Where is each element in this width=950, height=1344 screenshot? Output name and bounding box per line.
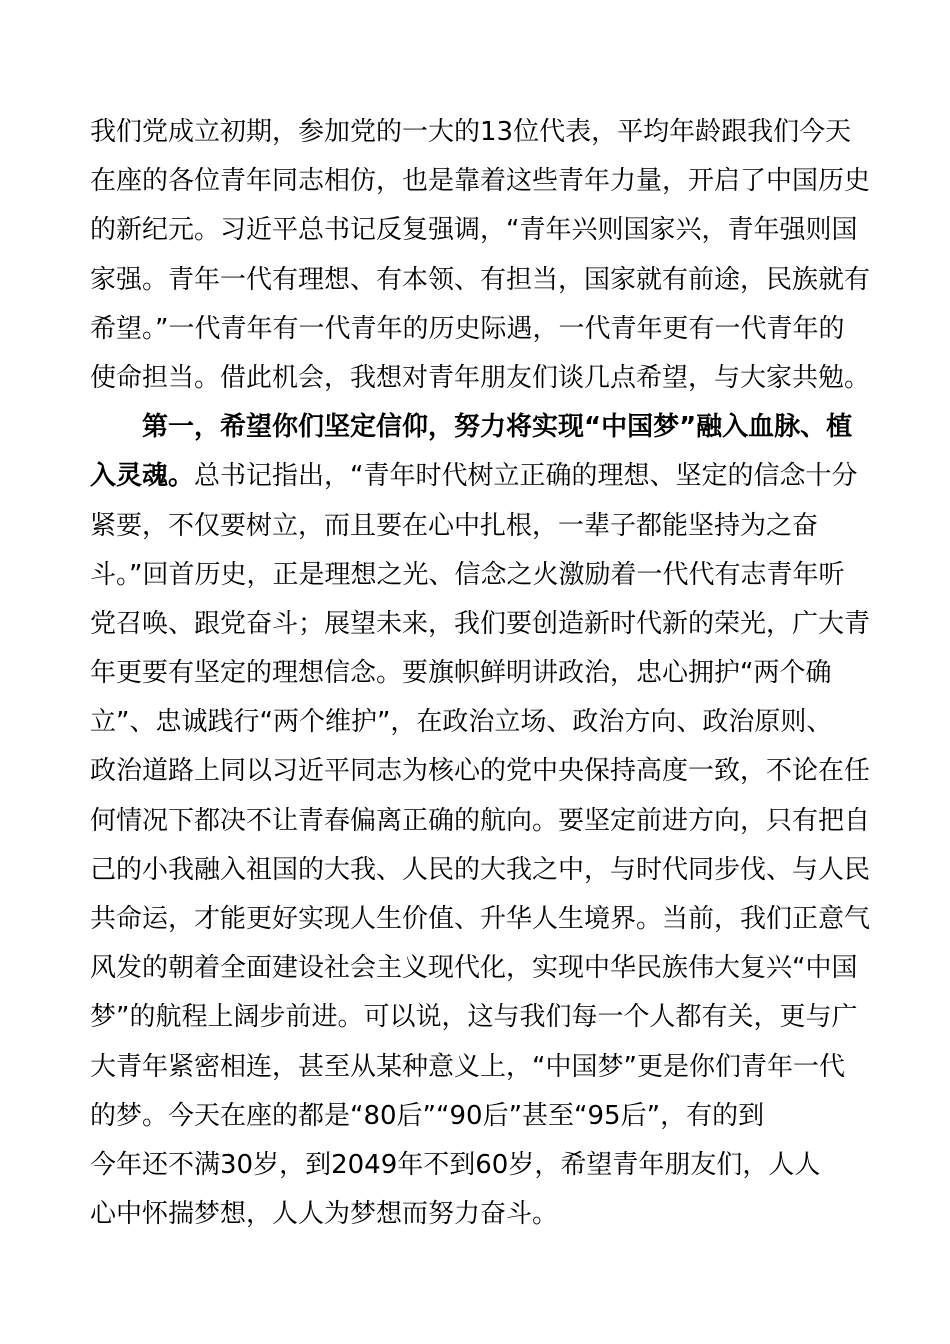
line-text: 大青年紧密相连，甚至从某种意义上，“中国梦”更是你们青年一代: [90, 1051, 845, 1082]
line-text: 何情况下都决不让青春偏离正确的航向。要坚定前进方向，只有把自: [90, 805, 871, 836]
text-line: [90, 551, 860, 600]
text-line: [90, 502, 860, 551]
text-line: [90, 846, 871, 895]
line-text: 今年还不满30岁，到2049年不到60岁，希望青年朋友们，人人: [90, 1149, 821, 1180]
line-text: 的梦。今天在座的都是“80后”“90后”甚至“95后”，有的到: [90, 1100, 765, 1131]
line-text: 斗。”回首历史，正是理想之光、信念之火激励着一代代有志青年听: [90, 559, 845, 590]
line-text: 在座的各位青年同志相仿，也是靠着这些青年力量，开启了中国历史: [90, 166, 871, 197]
line-text: 总书记指出，“青年时代树立正确的理想、坚定的信念十分: [194, 461, 858, 492]
text-line: [90, 1190, 860, 1239]
text-line-heading: [90, 403, 860, 452]
line-text: 希望。”一代青年有一代青年的历史际遇，一代青年更有一代青年的: [90, 313, 845, 344]
text-line: [90, 993, 860, 1042]
text-line: [90, 944, 860, 993]
line-text: 党召唤、跟党奋斗；展望未来，我们要创造新时代新的荣光，广大青: [90, 608, 871, 639]
line-text: 风发的朝着全面建设社会主义现代化，实现中华民族伟大复兴“中国: [90, 953, 858, 984]
text-line: [90, 600, 871, 649]
text-line: [90, 1043, 860, 1092]
line-text: 梦”的航程上阔步前进。可以说，这与我们每一个人都有关，更与广: [90, 1002, 858, 1033]
line-text: 的新纪元。习近平总书记反复强调，“青年兴则国家兴，青年强则国: [90, 215, 858, 246]
text-line: [90, 895, 871, 944]
line-text: 家强。青年一代有理想、有本领、有担当，国家就有前途，民族就有: [90, 264, 871, 295]
text-line: [90, 747, 871, 796]
text-line: [90, 256, 871, 305]
section-heading: 第一，希望你们坚定信仰，努力将实现“中国梦”融入血脉、植: [142, 412, 853, 443]
text-line: [90, 698, 860, 747]
text-line: [90, 157, 871, 206]
line-text: 紧要，不仅要树立，而且要在心中扎根，一辈子都能坚持为之奋: [90, 510, 819, 541]
text-line: [90, 649, 860, 698]
line-text: 我们党成立初期，参加党的一大的13位代表，平均年龄跟我们今天: [90, 117, 852, 147]
text-line: [90, 108, 860, 157]
line-text: 年更要有坚定的理想信念。要旗帜鲜明讲政治，忠心拥护“两个确: [90, 658, 832, 689]
text-line: [90, 354, 871, 403]
line-text: 政治道路上同以习近平同志为核心的党中央保持高度一致，不论在任: [90, 756, 871, 787]
line-text: 己的小我融入祖国的大我、人民的大我之中，与时代同步伐、与人民: [90, 854, 871, 885]
line-text: 共命运，才能更好实现人生价值、升华人生境界。当前，我们正意气: [90, 904, 871, 934]
text-line: [90, 206, 860, 255]
section-heading-end: 入灵魂。: [90, 461, 195, 492]
line-text: 使命担当。借此机会，我想对青年朋友们谈几点希望，与大家共勉。: [90, 362, 871, 393]
text-line: [90, 1141, 860, 1190]
text-line: [90, 797, 871, 846]
text-line: [90, 452, 860, 501]
body-text: [90, 108, 871, 1239]
line-text: 立”、忠诚践行“两个维护”，在政治立场、政治方向、政治原则、: [90, 707, 833, 738]
text-line: [90, 1092, 860, 1141]
line-text: 心中怀揣梦想，人人为梦想而努力奋斗。: [90, 1199, 559, 1230]
text-line: [90, 305, 860, 354]
